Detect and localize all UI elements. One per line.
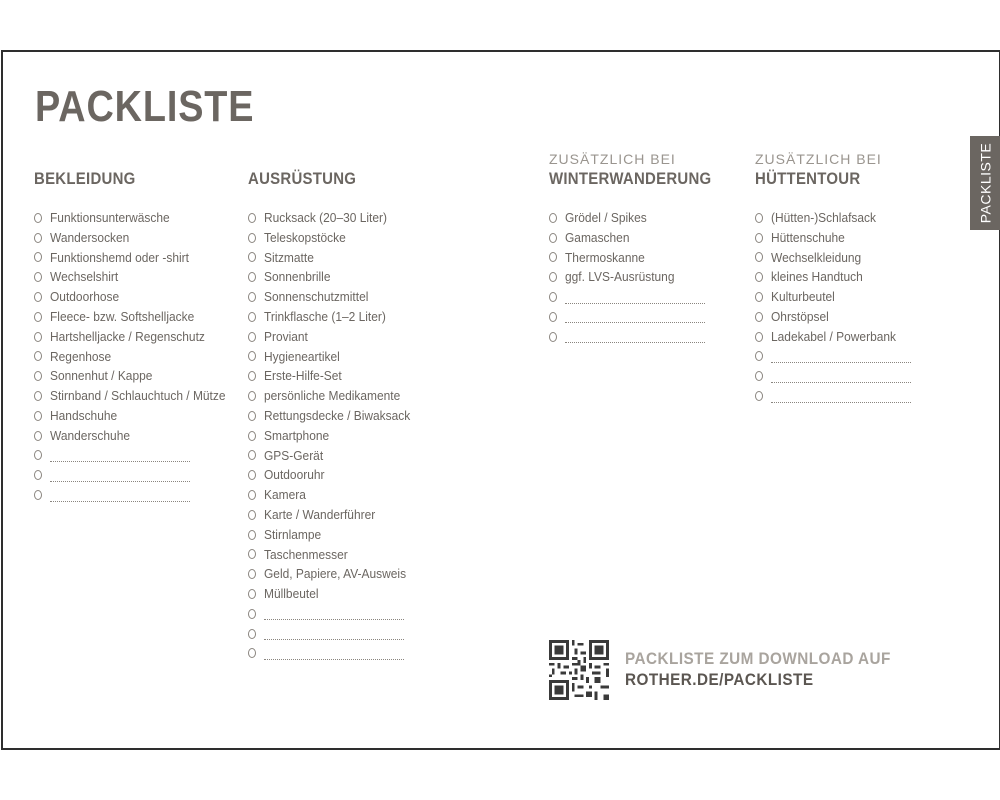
checklist-item	[248, 485, 423, 505]
checkbox-circle-icon[interactable]	[755, 371, 763, 381]
checkbox-circle-icon[interactable]	[34, 332, 42, 342]
checkbox-circle-icon[interactable]	[34, 272, 42, 282]
packliste-page	[1, 50, 1000, 750]
checkbox-circle-icon[interactable]	[549, 213, 557, 223]
checklist-item	[755, 307, 911, 327]
checklist-item-label: Fleece- bzw. Softshelljacke	[50, 308, 195, 324]
checkbox-circle-icon[interactable]	[34, 233, 42, 243]
checkbox-circle-icon[interactable]	[34, 391, 42, 401]
checklist-item-label: Erste-Hilfe-Set	[264, 368, 342, 384]
column-pretitle	[248, 150, 423, 168]
column-bekleidung	[34, 150, 241, 505]
checklist-item	[34, 446, 241, 466]
checkbox-circle-icon[interactable]	[34, 490, 42, 500]
checkbox-circle-icon[interactable]	[34, 371, 42, 381]
checkbox-circle-icon[interactable]	[755, 391, 763, 401]
checklist-item	[248, 624, 423, 644]
checkbox-circle-icon[interactable]	[248, 530, 256, 540]
checkbox-circle-icon[interactable]	[248, 589, 256, 599]
column-ausruestung	[248, 150, 423, 663]
checklist-item	[34, 406, 241, 426]
checkbox-circle-icon[interactable]	[549, 312, 557, 322]
checklist-item-label: Müllbeutel	[264, 586, 319, 602]
checklist-item	[248, 604, 423, 624]
checklist-item-label: Smartphone	[264, 427, 330, 443]
checklist-item	[248, 307, 423, 327]
column-pretitle: ZUSÄTZLICH BEI	[549, 151, 676, 167]
blank-line[interactable]	[565, 312, 705, 323]
column-heading: AUSRÜSTUNG	[248, 169, 357, 188]
column-heading: BEKLEIDUNG	[34, 169, 136, 188]
checklist-item	[755, 267, 911, 287]
checklist-item	[549, 248, 734, 268]
checklist-item	[34, 287, 241, 307]
checklist-item-label: Wanderschuhe	[50, 427, 131, 443]
checklist-item	[248, 327, 423, 347]
checkbox-circle-icon[interactable]	[248, 272, 256, 282]
blank-line[interactable]	[264, 609, 404, 620]
checklist-item-label: Funktionshemd oder -shirt	[50, 249, 189, 265]
blank-line[interactable]	[50, 471, 190, 482]
checklist-item-label: kleines Handtuch	[771, 269, 863, 285]
checklist-item	[34, 347, 241, 367]
checklist-item-label: Thermoskanne	[565, 249, 645, 265]
checkbox-circle-icon[interactable]	[34, 411, 42, 421]
checklist-item	[549, 267, 734, 287]
blank-line[interactable]	[264, 649, 404, 660]
column-winterwanderung	[549, 150, 734, 347]
checkbox-circle-icon[interactable]	[248, 371, 256, 381]
checklist-item	[34, 465, 241, 485]
checkbox-circle-icon[interactable]	[549, 233, 557, 243]
column-huettentour	[755, 150, 911, 406]
blank-line[interactable]	[771, 392, 911, 403]
checklist-item	[248, 248, 423, 268]
checkbox-circle-icon[interactable]	[755, 292, 763, 302]
checklist	[755, 208, 911, 406]
checklist-item-label: Wechselkleidung	[771, 249, 862, 265]
side-tab	[970, 136, 1000, 230]
checkbox-circle-icon[interactable]	[755, 272, 763, 282]
checklist-item-label: ggf. LVS-Ausrüstung	[565, 269, 675, 285]
qr-code-icon[interactable]	[549, 640, 609, 700]
checklist-item	[549, 228, 734, 248]
checklist-item	[248, 525, 423, 545]
checklist	[34, 208, 241, 505]
blank-line[interactable]	[771, 372, 911, 383]
checklist-item	[34, 208, 241, 228]
checklist-item-label: Taschenmesser	[264, 546, 348, 562]
checkbox-circle-icon[interactable]	[34, 213, 42, 223]
checklist-item-label: Outdoorhose	[50, 289, 120, 305]
checklist-item-label: Stirnband / Schlauchtuch / Mütze	[50, 388, 226, 404]
checklist-item-label: Grödel / Spikes	[565, 210, 647, 225]
checkbox-circle-icon[interactable]	[34, 252, 42, 262]
checkbox-circle-icon[interactable]	[248, 213, 256, 223]
checklist-item-label: Karte / Wanderführer	[264, 506, 376, 522]
checkbox-circle-icon[interactable]	[248, 629, 256, 639]
checklist-item-label: persönliche Medikamente	[264, 388, 401, 404]
checklist-item-label: Trinkflasche (1–2 Liter)	[264, 308, 386, 324]
checkbox-circle-icon[interactable]	[248, 332, 256, 342]
checklist-item	[34, 307, 241, 327]
checklist-item	[248, 347, 423, 367]
checklist-item-label: Wandersocken	[50, 229, 130, 245]
checkbox-circle-icon[interactable]	[248, 252, 256, 262]
checkbox-circle-icon[interactable]	[248, 292, 256, 302]
checklist-item	[248, 267, 423, 287]
checklist-item	[755, 366, 911, 386]
checkbox-circle-icon[interactable]	[549, 272, 557, 282]
checklist-item	[248, 545, 423, 565]
checklist-item-label: Wechselshirt	[50, 269, 119, 285]
checklist-item-label: Hartshelljacke / Regenschutz	[50, 328, 205, 344]
checkbox-circle-icon[interactable]	[248, 233, 256, 243]
checklist-item	[248, 426, 423, 446]
checkbox-circle-icon[interactable]	[248, 569, 256, 579]
checkbox-circle-icon[interactable]	[755, 332, 763, 342]
checklist-item	[248, 584, 423, 604]
download-line-1: PACKLISTE ZUM DOWNLOAD AUF	[625, 649, 891, 668]
checkbox-circle-icon[interactable]	[755, 252, 763, 262]
checkbox-circle-icon[interactable]	[248, 391, 256, 401]
checkbox-circle-icon[interactable]	[248, 450, 256, 460]
side-tab-label: PACKLISTE	[977, 142, 994, 224]
download-note	[625, 648, 891, 690]
blank-line[interactable]	[565, 293, 705, 304]
checklist-item-label: Kamera	[264, 487, 306, 503]
checklist-item-label: Rettungsdecke / Biwaksack	[264, 407, 411, 423]
checklist-item	[755, 386, 911, 406]
checklist-item	[248, 644, 423, 664]
checkbox-circle-icon[interactable]	[34, 470, 42, 480]
checklist-item	[755, 347, 911, 367]
checkbox-circle-icon[interactable]	[755, 312, 763, 322]
checkbox-circle-icon[interactable]	[34, 450, 42, 460]
checklist-item	[248, 406, 423, 426]
checklist-item-label: Sonnenhut / Kappe	[50, 368, 153, 384]
checklist-item-label: Sitzmatte	[264, 249, 314, 265]
checklist-item	[549, 287, 734, 307]
blank-line[interactable]	[50, 491, 190, 502]
checklist-item	[755, 287, 911, 307]
blank-line[interactable]	[771, 352, 911, 363]
checklist-item-label: Kulturbeutel	[771, 289, 835, 305]
checkbox-circle-icon[interactable]	[755, 351, 763, 361]
checklist-item-label: GPS-Gerät	[264, 447, 324, 463]
checklist-item-label: Hygieneartikel	[264, 348, 340, 364]
checklist-item	[248, 287, 423, 307]
checklist-item	[34, 426, 241, 446]
column-heading: HÜTTENTOUR	[755, 169, 861, 188]
checkbox-circle-icon[interactable]	[248, 411, 256, 421]
checklist-item	[755, 228, 911, 248]
column-pretitle	[34, 150, 241, 168]
checklist-item	[248, 386, 423, 406]
checkbox-circle-icon[interactable]	[34, 312, 42, 322]
checkbox-circle-icon[interactable]	[549, 332, 557, 342]
checklist	[248, 208, 423, 663]
checkbox-circle-icon[interactable]	[549, 292, 557, 302]
checklist-item	[248, 366, 423, 386]
checkbox-circle-icon[interactable]	[248, 549, 256, 559]
checkbox-circle-icon[interactable]	[549, 252, 557, 262]
checklist-item	[248, 505, 423, 525]
checklist-item	[248, 228, 423, 248]
checkbox-circle-icon[interactable]	[755, 213, 763, 223]
checklist-item	[755, 208, 911, 228]
checklist-item-label: Sonnenbrille	[264, 269, 331, 285]
checklist-item-label: (Hütten-)Schlafsack	[771, 210, 877, 225]
checkbox-circle-icon[interactable]	[248, 510, 256, 520]
download-url[interactable]: ROTHER.DE/PACKLISTE	[625, 670, 814, 689]
checklist-item-label: Sonnenschutzmittel	[264, 289, 369, 305]
checklist-item	[248, 446, 423, 466]
checklist-item	[248, 564, 423, 584]
checkbox-circle-icon[interactable]	[755, 233, 763, 243]
checklist-item	[755, 248, 911, 268]
checkbox-circle-icon[interactable]	[248, 609, 256, 619]
checklist-item	[549, 208, 734, 228]
column-heading: WINTERWANDERUNG	[549, 169, 712, 188]
checkbox-circle-icon[interactable]	[248, 312, 256, 322]
checklist-item	[34, 485, 241, 505]
checklist	[549, 208, 734, 347]
checklist-item	[34, 386, 241, 406]
checklist-item-label: Proviant	[264, 328, 308, 344]
checkbox-circle-icon[interactable]	[248, 351, 256, 361]
checklist-item-label: Ladekabel / Powerbank	[771, 328, 897, 344]
checklist-item-label: Gamaschen	[565, 229, 630, 245]
checklist-item	[248, 208, 423, 228]
checklist-item-label: Outdooruhr	[264, 467, 325, 483]
checklist-item-label: Rucksack (20–30 Liter)	[264, 210, 387, 225]
checklist-item-label: Geld, Papiere, AV-Ausweis	[264, 566, 407, 582]
checklist-item-label: Ohrstöpsel	[771, 308, 829, 324]
checklist-item	[34, 248, 241, 268]
checklist-item-label: Regenhose	[50, 348, 112, 364]
page-title: PACKLISTE	[35, 82, 255, 131]
checklist-item	[34, 228, 241, 248]
checkbox-circle-icon[interactable]	[248, 490, 256, 500]
checklist-item	[34, 267, 241, 287]
blank-line[interactable]	[264, 629, 404, 640]
checklist-item	[34, 366, 241, 386]
blank-line[interactable]	[565, 332, 705, 343]
checkbox-circle-icon[interactable]	[248, 431, 256, 441]
checklist-item-label: Stirnlampe	[264, 526, 322, 542]
checklist-item-label: Teleskopstöcke	[264, 229, 346, 245]
checkbox-circle-icon[interactable]	[34, 292, 42, 302]
checkbox-circle-icon[interactable]	[34, 431, 42, 441]
checklist-item	[34, 327, 241, 347]
checklist-item	[755, 327, 911, 347]
blank-line[interactable]	[50, 451, 190, 462]
checkbox-circle-icon[interactable]	[248, 648, 256, 658]
checklist-item	[549, 327, 734, 347]
column-pretitle: ZUSÄTZLICH BEI	[755, 151, 882, 167]
checkbox-circle-icon[interactable]	[248, 470, 256, 480]
checklist-item-label: Handschuhe	[50, 407, 118, 423]
checklist-item-label: Funktionsunterwäsche	[50, 210, 170, 225]
checklist-item-label: Hüttenschuhe	[771, 229, 845, 245]
checklist-item	[248, 465, 423, 485]
checkbox-circle-icon[interactable]	[34, 351, 42, 361]
checklist-item	[549, 307, 734, 327]
